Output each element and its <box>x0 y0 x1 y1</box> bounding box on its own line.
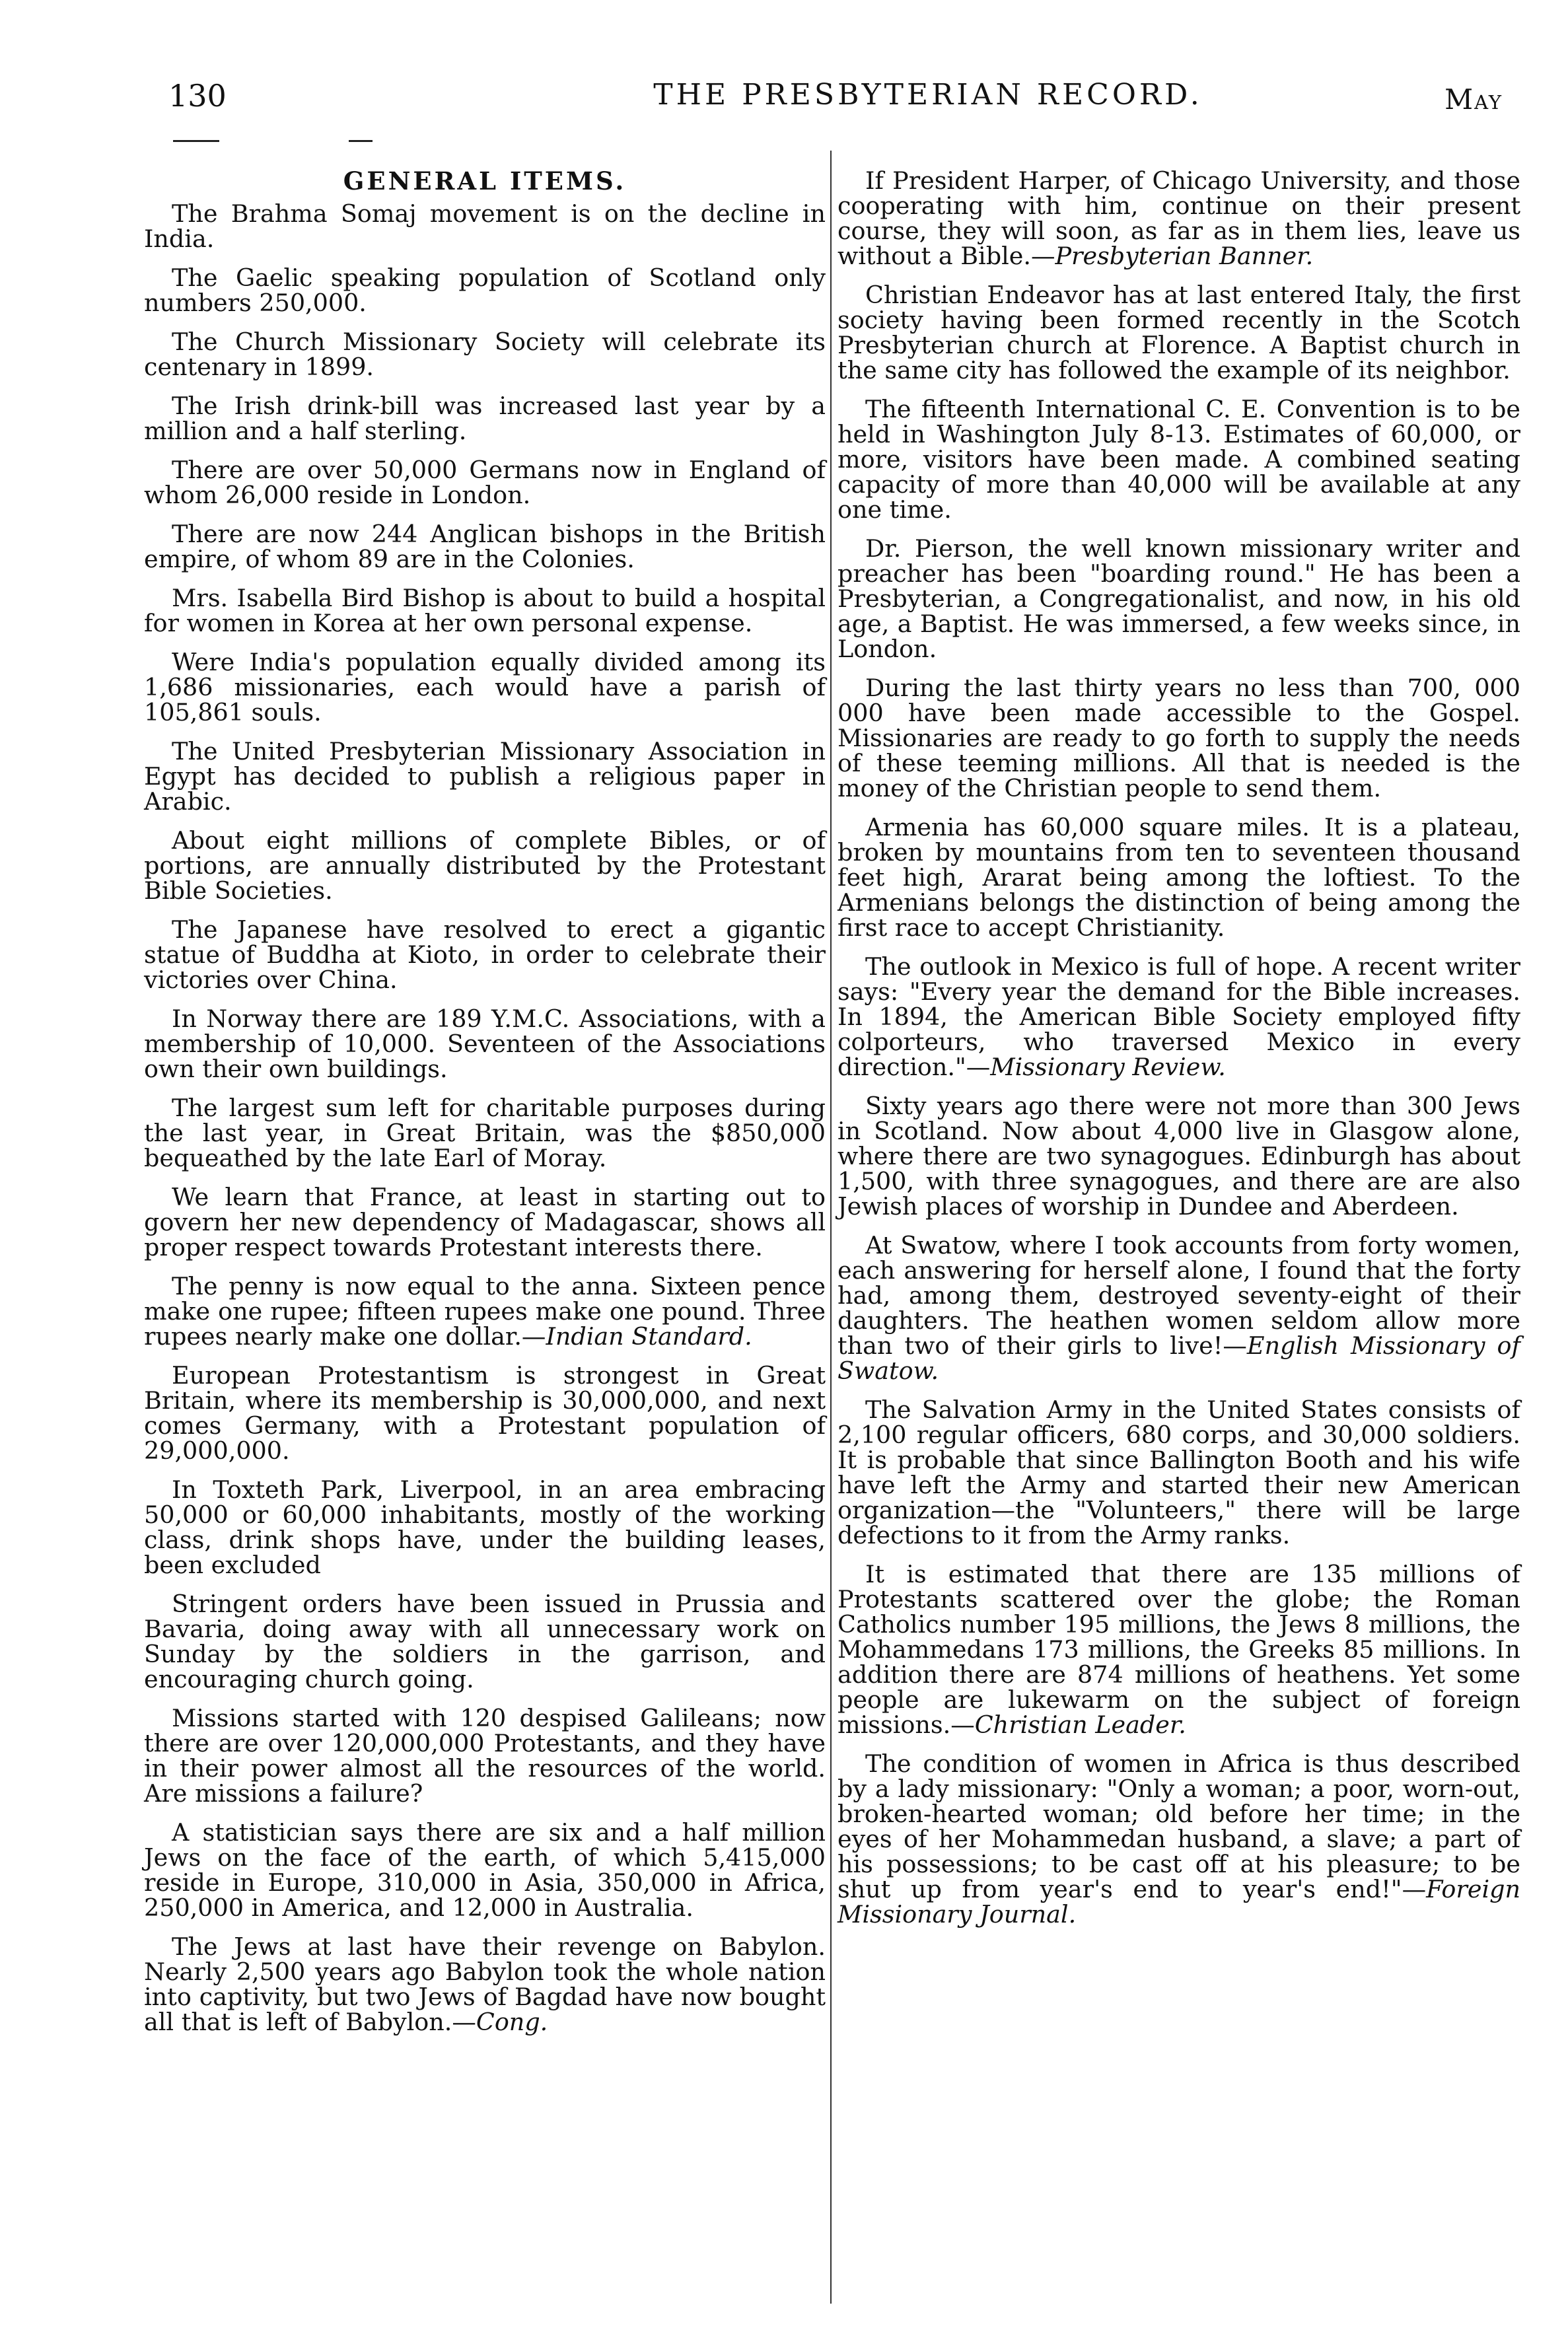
month-label: May <box>1444 83 1503 116</box>
right-column <box>837 168 1520 1941</box>
left-column <box>144 168 826 2049</box>
news-item-text: The fifteenth International C. E. Convention is to be held in Washington July 8-13. Estimates of 60,000, or more, visitors have been made. A combined seating capacity of more than 40,000 will be available at any one time. <box>837 395 1520 524</box>
news-item-source: Christian Leader. <box>974 1711 1186 1739</box>
news-item-source: Cong. <box>476 2008 548 2036</box>
news-item <box>144 1706 826 1806</box>
news-item-text: The Brahma Somaj movement is on the decline in India. <box>144 199 826 253</box>
news-item <box>144 522 826 572</box>
news-item-text: Missions started with 120 despised Galileans; now there are over 120,000,000 Protestants, and they have in their power almost all the resources of the world. Are missions a failure? <box>144 1704 826 1808</box>
news-item <box>144 1096 826 1171</box>
news-item <box>144 1477 826 1578</box>
right-items <box>837 168 1520 1927</box>
news-item <box>144 1592 826 1692</box>
header-rule <box>173 140 219 142</box>
section-title: GENERAL ITEMS. <box>343 166 627 195</box>
news-item-text: The United Presbyterian Missionary Association in Egypt has decided to publish a religious paper in Arabic. <box>144 737 826 816</box>
news-item-text: Were India's population equally divided among its 1,686 missionaries, each would have a parish of 105,861 souls. <box>144 648 826 726</box>
news-item-text: The penny is now equal to the anna. Sixteen pence make one rupee; fifteen rupees make one pound. Three rupees nearly make one dollar.— <box>144 1272 826 1351</box>
news-item <box>144 201 826 252</box>
news-item-text: There are now 244 Anglican bishops in the British empire, of whom 89 are in the Colonies. <box>144 520 826 573</box>
news-item-text: The Japanese have resolved to erect a gigantic statue of Buddha at Kioto, in order to celebrate their victories over China. <box>144 915 826 994</box>
news-item <box>144 828 826 903</box>
news-item-text: The Gaelic speaking population of Scotland only numbers 250,000. <box>144 264 826 317</box>
news-item-text: The Church Missionary Society will celebrate its centenary in 1899. <box>144 328 826 381</box>
news-item-text: The Salvation Army in the United States consists of 2,100 regular officers, 680 corps, and 30,000 soldiers. It is probable that since Ballington Booth and his wife have left the Army and started their new American organization—the "Volunteers," there will be large defections to it from the Army ranks. <box>837 1396 1520 1549</box>
news-item <box>837 676 1520 801</box>
news-item <box>144 1185 826 1260</box>
news-item-text: There are over 50,000 Germans now in England of whom 26,000 reside in London. <box>144 456 826 509</box>
news-item-text: In Toxteth Park, Liverpool, in an area embracing 50,000 or 60,000 inhabitants, mostly of the working class, drink shops have, under the building leases, been excluded <box>144 1475 826 1579</box>
news-item-text: The largest sum left for charitable purposes during the last year, in Great Britain, was the $850,000 bequeathed by the late Earl of Moray. <box>144 1094 826 1172</box>
header-rule <box>349 140 373 142</box>
news-item-text: During the last thirty years no less than 700, 000 000 have been made accessible to the Gospel. Missionaries are ready to go forth to supply the needs of these teeming millions. All that is needed is the money of the Christian people to send them. <box>837 674 1520 802</box>
news-item-text: Stringent orders have been issued in Prussia and Bavaria, doing away with all unnecessary work on Sunday by the soldiers in the garrison, and encouraging church going. <box>144 1590 826 1693</box>
news-item-text: We learn that France, at least in starting out to govern her new dependency of Madagascar, shows all proper respect towards Protestant interests there. <box>144 1183 826 1261</box>
news-item <box>144 458 826 508</box>
news-item <box>144 586 826 636</box>
news-item-text: The Irish drink-bill was increased last year by a million and a half sterling. <box>144 392 826 445</box>
news-item <box>144 1934 826 2035</box>
news-item <box>144 739 826 814</box>
news-item-text: About eight millions of complete Bibles, or of portions, are annually distributed by the Protestant Bible Societies. <box>144 826 826 905</box>
news-item <box>837 1751 1520 1927</box>
news-item-source: Foreign Missionary Journal. <box>837 1875 1520 1928</box>
news-item-text: At Swatow, where I took accounts from forty women, each answering for herself alone, I found that the forty had, among them, destroyed seventy-eight of their daughters. The heathen women seldom allow more than two of their girls to live!— <box>837 1231 1520 1360</box>
news-item <box>837 1397 1520 1548</box>
news-item <box>144 650 826 725</box>
news-item-text: The Jews at last have their revenge on Babylon. Nearly 2,500 years ago Babylon took the whole nation into captivity, but two Jews of Bagdad have now bought all that is left of Babylon.— <box>144 1932 826 2036</box>
news-item <box>144 917 826 993</box>
news-item-source: Missionary Review. <box>990 1053 1226 1081</box>
running-head <box>168 78 1503 131</box>
news-item-source: Presbyterian Banner. <box>1055 242 1314 270</box>
news-item-text: European Protestantism is strongest in Great Britain, where its membership is 30,000,000, and next comes Germany, with a Protestant population of 29,000,000. <box>144 1361 826 1465</box>
news-item <box>144 1820 826 1921</box>
news-item-text: Armenia has 60,000 square miles. It is a plateau, broken by mountains from ten to seventeen thousand feet high, Ararat being among the loftiest. To the Armenians belongs the distinction of being among the first race to accept Christianity. <box>837 813 1520 942</box>
news-item-text: Dr. Pierson, the well known missionary writer and preacher has been "boarding round." He has been a Presbyterian, a Congregationalist, and now, in his old age, a Baptist. He was immersed, a few weeks since, in London. <box>837 534 1520 663</box>
news-item <box>144 1363 826 1464</box>
news-item-text: Mrs. Isabella Bird Bishop is about to build a hospital for women in Korea at her own personal expense. <box>144 584 826 637</box>
news-item-text: Sixty years ago there were not more than 300 Jews in Scotland. Now about 4,000 live in Glasgow alone, where there are two synagogues. Edinburgh has about 1,500, with three synagogues, and there are are also Jewish places of worship in Dundee and Aberdeen. <box>837 1092 1520 1220</box>
news-item <box>837 1562 1520 1738</box>
news-item <box>144 265 826 316</box>
news-item <box>837 1233 1520 1384</box>
news-item-source: English Missionary of Swatow. <box>837 1331 1520 1385</box>
news-item <box>144 330 826 380</box>
news-item <box>837 536 1520 662</box>
news-item <box>144 1007 826 1082</box>
news-item-text: A statistician says there are six and a half million Jews on the face of the earth, of which 5,415,000 reside in Europe, 310,000 in Asia, 350,000 in Africa, 250,000 in America, and 12,000 in Australia. <box>144 1818 826 1922</box>
news-item <box>837 283 1520 383</box>
news-item <box>837 168 1520 269</box>
news-item <box>837 954 1520 1080</box>
news-item-text: It is estimated that there are 135 millions of Protestants scattered over the globe; the Roman Catholics number 195 millions, the Jews 8 millions, the Mohammedans 173 millions, the Greeks 85 millions. In addition there are 874 millions of heathens. Yet some people are lukewarm on the subject of foreign missions.— <box>837 1560 1520 1739</box>
news-item-text: The condition of women in Africa is thus described by a lady missionary: "Only a woman; a poor, worn-out, broken-hearted woman; old before her time; in the eyes of her Mohammedan husband, a slave; a part of his possessions; to be cast off at his pleasure; to be shut up from year's end to year's end!"— <box>837 1750 1520 1903</box>
journal-title: THE PRESBYTERIAN RECORD. <box>653 78 1203 112</box>
news-item <box>144 394 826 444</box>
news-item-text: The outlook in Mexico is full of hope. A recent writer says: "Every year the demand for the Bible increases. In 1894, the American Bible Society employed fifty colporteurs, who traversed Mexico in every direction."— <box>837 952 1520 1081</box>
news-item-source: Indian Standard. <box>546 1322 752 1351</box>
news-item-text: If President Harper, of Chicago University, and those cooperating with him, continue on their present course, they will soon, as far as in them lies, leave us without a Bible.— <box>837 166 1520 270</box>
column-divider <box>830 151 832 2304</box>
news-item <box>837 397 1520 522</box>
news-item-text: Christian Endeavor has at last entered Italy, the first society having been formed recently in the Scotch Presbyterian church at Florence. A Baptist church in the same city has followed the example of its neighbor. <box>837 281 1520 384</box>
news-item <box>837 815 1520 940</box>
news-item <box>837 1094 1520 1219</box>
left-items <box>144 201 826 2035</box>
news-item-text: In Norway there are 189 Y.M.C. Associations, with a membership of 10,000. Seventeen of the Associations own their own buildings. <box>144 1005 826 1083</box>
news-item <box>144 1274 826 1349</box>
page-number: 130 <box>168 78 227 114</box>
